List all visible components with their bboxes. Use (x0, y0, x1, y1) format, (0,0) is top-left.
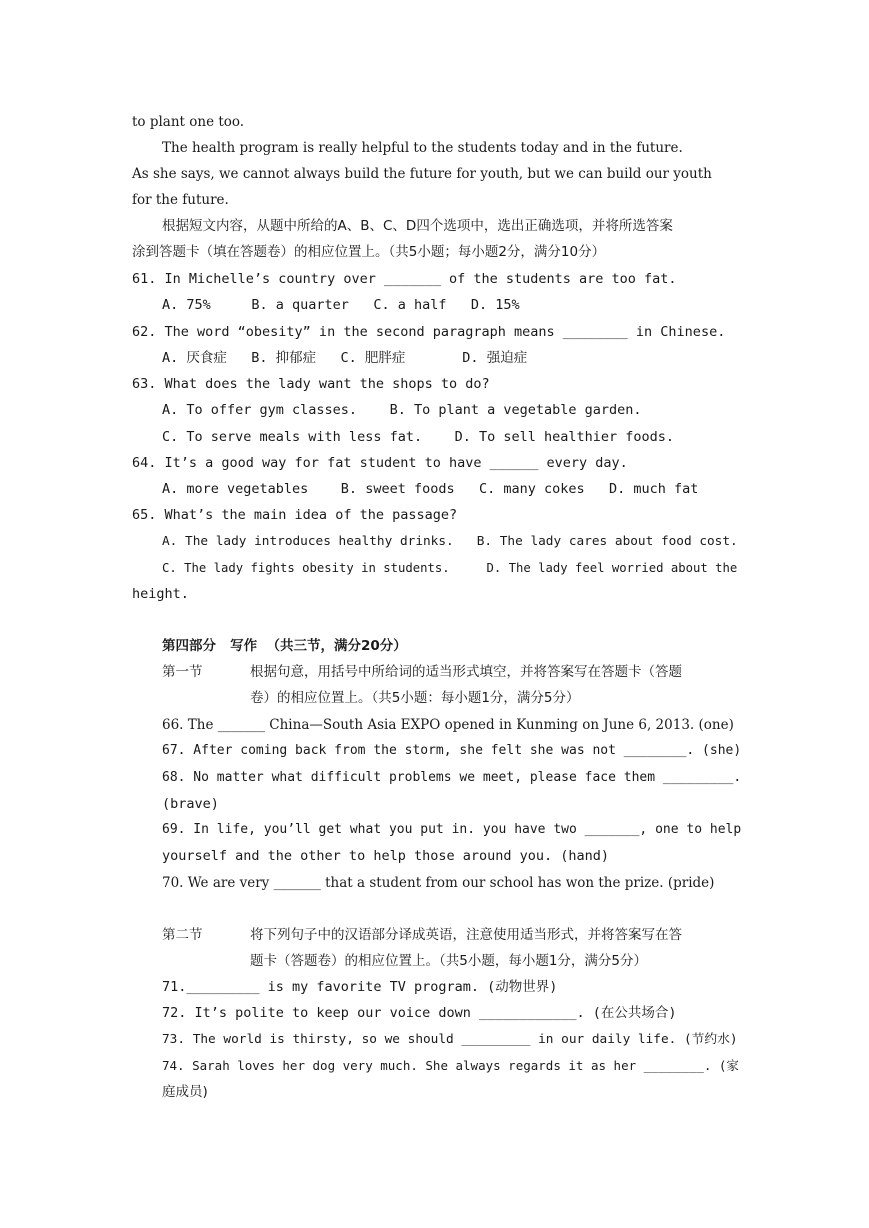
question-72: 72. It’s polite to keep our voice down ____________. (在公共场合) (162, 1005, 677, 1021)
question-70: 70. We are very _______ that a student from our school has won the prize. (pride) (162, 875, 715, 891)
passage-line: As she says, we cannot always build the future for youth, but we can build our youth (132, 166, 712, 182)
question-69: yourself and the other to help those around you. (hand) (162, 848, 610, 864)
passage-line: for the future. (132, 192, 229, 208)
section2-instructions: 将下列句子中的汉语部分译成英语，注意使用适当形式，并将答案写在答 (250, 927, 682, 943)
question-71: 71._________ is my favorite TV program. (动物世界) (162, 979, 558, 995)
question-62-options: A. 厌食症 B. 抑郁症 C. 肥胖症 D. 强迫症 (162, 350, 528, 366)
question-67: 67. After coming back from the storm, she felt she was not ________. (she) (162, 743, 742, 758)
section2-instructions: 题卡（答题卷）的相应位置上。（共5小题，每小题1分，满分5分） (250, 953, 648, 969)
question-63-options: A. To offer gym classes. B. To plant a vegetable garden. (162, 402, 642, 418)
question-68: (brave) (162, 796, 219, 812)
reading-instructions: 涂到答题卡（填在答题卷）的相应位置上。（共5小题；每小题2分，满分10分） (132, 244, 606, 260)
question-65: 65. What’s the main idea of the passage? (132, 507, 458, 523)
question-65-options: height. (132, 586, 189, 602)
question-74: 庭成员) (162, 1084, 208, 1100)
question-62: 62. The word “obesity” in the second paragraph means ________ in Chinese. (132, 324, 726, 340)
question-66: 66. The _______ China—South Asia EXPO opened in Kunming on June 6, 2013. (one) (162, 717, 734, 733)
section1-instructions: 卷）的相应位置上。（共5小题：每小题1分，满分5分） (250, 690, 580, 706)
question-63-options: C. To serve meals with less fat. D. To sell healthier foods. (162, 429, 675, 445)
question-69: 69. In life, you’ll get what you put in. you have two _______, one to help (162, 822, 742, 837)
passage-line: to plant one too. (132, 114, 245, 130)
question-64-options: A. more vegetables B. sweet foods C. many cokes D. much fat (162, 481, 699, 497)
question-61: 61. In Michelle’s country over _______ of the students are too fat. (132, 271, 677, 287)
question-65-options: A. The lady introduces healthy drinks. B. The lady cares about food cost. (162, 534, 738, 549)
section1-label: 第一节 (162, 664, 203, 680)
section1-instructions: 根据句意，用括号中所给词的适当形式填空，并将答案写在答题卡（答题 (250, 664, 682, 680)
question-61-options: A. 75% B. a quarter C. a half D. 15% (162, 297, 520, 313)
passage-line: The health program is really helpful to the students today and in the future. (162, 140, 683, 156)
section-heading: 第四部分 写作 （共三节，满分20分） (162, 638, 407, 654)
question-73: 73. The world is thirsty, so we should _________ in our daily life. (节约水) (162, 1032, 738, 1047)
reading-instructions: 根据短文内容，从题中所给的A、B、C、D四个选项中，选出正确选项，并将所选答案 (162, 218, 673, 234)
section2-label: 第二节 (162, 927, 203, 943)
question-74: 74. Sarah loves her dog very much. She always regards it as her ________. (家 (162, 1058, 739, 1073)
question-63: 63. What does the lady want the shops to do? (132, 376, 490, 392)
question-64: 64. It’s a good way for fat student to have ______ every day. (132, 455, 628, 471)
question-65-options: C. The lady fights obesity in students. D. The lady feel worried about the (162, 561, 738, 575)
question-68: 68. No matter what difficult problems we meet, please face them _________. (162, 770, 742, 785)
